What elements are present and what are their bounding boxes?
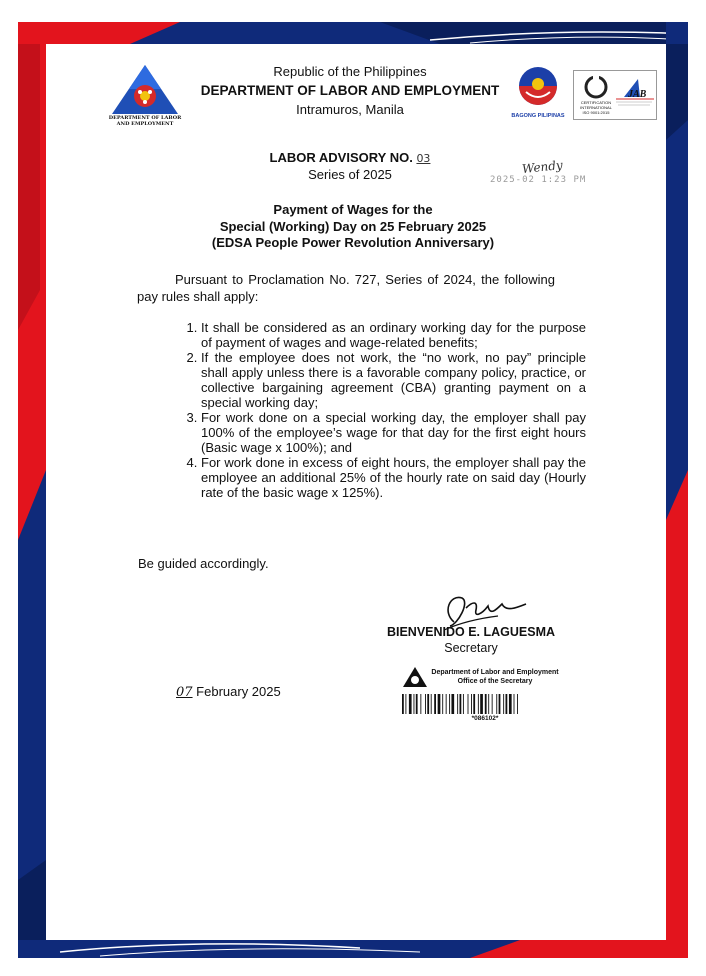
subject-line-3: (EDSA People Power Revolution Anniversary): [211, 235, 495, 250]
receipt-initials: Wendy: [521, 157, 564, 177]
receipt-stamp: 2025-02 1:23 PM: [490, 175, 587, 185]
office-stamp-line-1: Department of Labor and Employment: [431, 669, 559, 676]
bagong-pilipinas-logo-icon: [508, 62, 568, 120]
seal-caption: DEPARTMENT OF LABOR AND EMPLOYMENT: [108, 115, 182, 127]
office-stamp: [400, 660, 560, 742]
subject-line-1: Payment of Wages for the: [273, 202, 433, 217]
office-stamp-line-2: Office of the Secretary: [457, 678, 533, 685]
closing-line: Be guided accordingly.: [138, 556, 269, 571]
department-name: DEPARTMENT OF LABOR AND EMPLOYMENT: [200, 83, 500, 98]
list-item: 1. It shall be considered as an ordinary working day for the purpose of payment of wages and wage-related benefits;: [201, 320, 586, 350]
certification-code: ISO 9001:2015: [582, 110, 610, 115]
department-location: Intramuros, Manila: [296, 102, 404, 117]
list-item: 3. For work done on a special working day, the employer shall pay 100% of the employee’s wage for that day for the first eight hours (Basic wage x 100%); and: [201, 410, 586, 455]
list-item: 4. For work done in excess of eight hours, the employer shall pay the employee an additional 25% of the hourly rate on said day (Hourly rate of the basic wage x 125%).: [201, 455, 586, 500]
advisory-number: 03: [416, 152, 431, 165]
signatory-name: BIENVENIDO E. LAGUESMA: [386, 625, 556, 639]
issue-date: [176, 684, 281, 700]
republic-line: Republic of the Philippines: [273, 64, 427, 79]
dole-mini-logo-icon: [402, 666, 428, 688]
bagong-pilipinas-label: BAGONG PILIPINAS: [511, 113, 565, 119]
barcode-icon: [402, 694, 556, 714]
signatory-block: [380, 624, 562, 656]
advisory-title: LABOR ADVISORY NO.: [269, 150, 413, 165]
pay-rules-list: [176, 320, 586, 500]
advisory-heading: [200, 150, 500, 183]
barcode-number: *086102*: [471, 715, 499, 722]
certification-label: CERTIFICATION INTERNATIONAL: [580, 100, 612, 110]
issue-month-year: February 2025: [196, 684, 281, 699]
issue-day: 07: [176, 685, 193, 700]
subject-line-2: Special (Working) Day on 25 February 2025: [219, 218, 487, 234]
letterhead: [150, 62, 550, 119]
subject-heading: [120, 202, 586, 252]
intro-paragraph: Pursuant to Proclamation No. 727, Series of 2024, the following pay rules shall apply:: [137, 272, 555, 304]
certification-badge: [573, 70, 657, 120]
list-item: 2. If the employee does not work, the “no work, no pay” principle shall apply unless there is a favorable company policy, practice, or collective bargaining agreement (CBA) granting payment on a special working day;: [201, 350, 586, 410]
svg-text:JAB: JAB: [628, 89, 647, 100]
office-stamp-text: [430, 668, 560, 686]
advisory-series: Series of 2025: [308, 167, 392, 182]
signatory-title: Secretary: [444, 641, 498, 655]
